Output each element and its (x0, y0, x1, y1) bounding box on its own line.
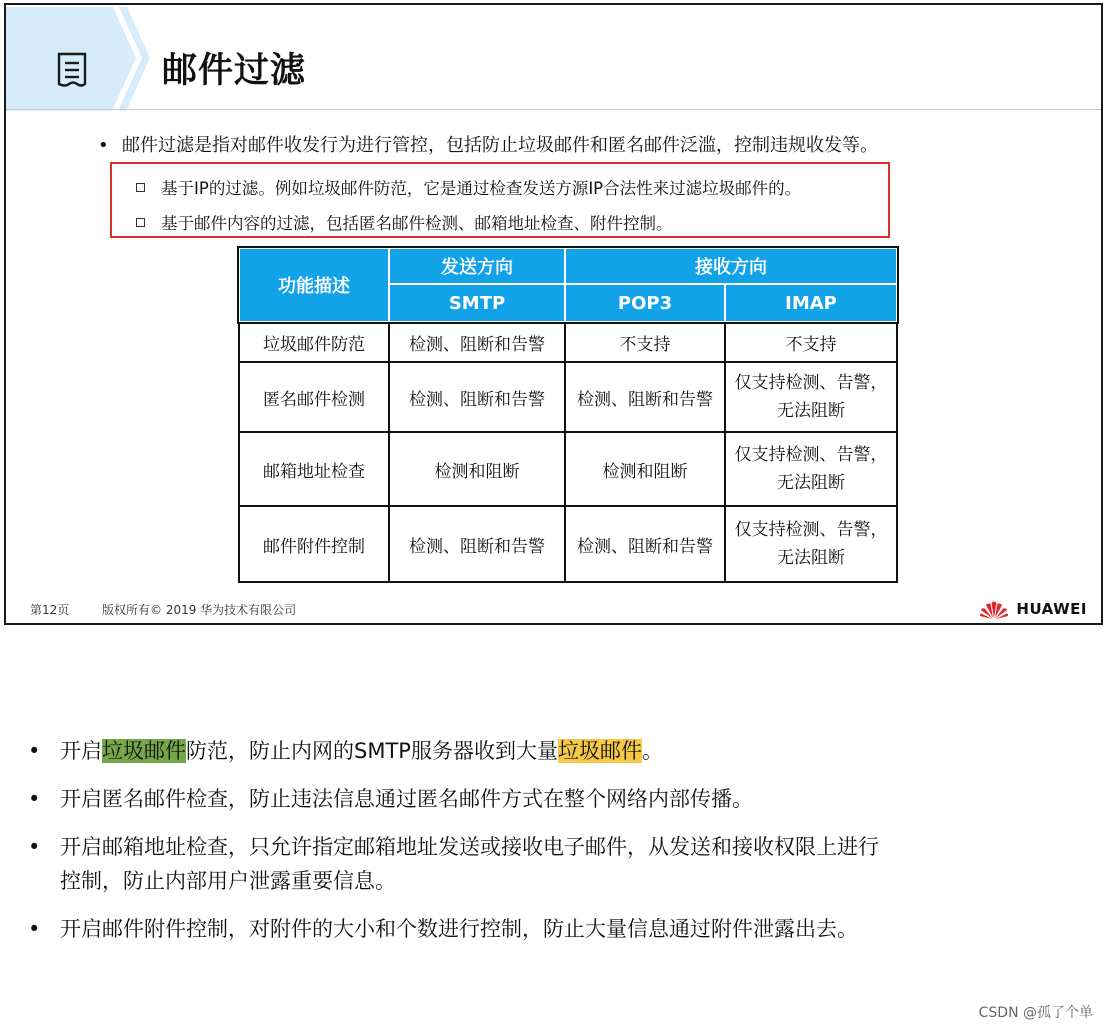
highlight-green: 垃圾邮件 (102, 739, 186, 763)
huawei-logo (978, 599, 1087, 619)
note-text: 防范，防止内网的SMTP服务器收到大量 (186, 739, 558, 763)
bullet-dot: • (28, 739, 41, 763)
cell-smtp: 检测、阻断和告警 (389, 322, 565, 362)
cell-imap (725, 432, 897, 506)
square-bullet-icon (136, 218, 145, 227)
header-function: 功能描述 (239, 248, 389, 322)
cell-imap-line: 无法阻断 (777, 473, 845, 493)
cell-imap-line: 仅支持检测、告警， (734, 373, 888, 393)
main-bullet-text: 邮件过滤是指对邮件收发行为进行管控，包括防止垃圾邮件和匿名邮件泛滥，控制违规收发等。 (122, 135, 878, 156)
csdn-credit: CSDN @孤了个单 (978, 1005, 1093, 1021)
slide (4, 3, 1103, 625)
row-name: 邮件附件控制 (239, 506, 389, 582)
slide-title: 邮件过滤 (162, 51, 307, 91)
cell-pop3: 检测和阻断 (565, 432, 725, 506)
notes-list (28, 734, 1088, 960)
header-protocol: POP3 (565, 284, 725, 322)
cell-imap-text: 不支持 (785, 334, 837, 355)
cell-smtp: 检测、阻断和告警 (389, 506, 565, 582)
cell-pop3: 检测、阻断和告警 (565, 506, 725, 582)
highlight-yellow: 垃圾邮件 (557, 739, 642, 763)
cell-imap-line: 无法阻断 (777, 548, 845, 568)
cell-imap (725, 322, 897, 362)
sub-bullet-text: 基于IP的过滤。例如垃圾邮件防范，它是通过检查发送方源IP合法性来过滤垃圾邮件的。 (161, 179, 802, 198)
header-send: 发送方向 (389, 248, 565, 284)
row-name: 邮箱地址检查 (239, 432, 389, 506)
square-bullet-icon (136, 183, 145, 192)
sub-bullet (136, 175, 801, 199)
cell-imap (725, 362, 897, 432)
cell-imap (725, 506, 897, 582)
sub-bullet-text: 基于邮件内容的过滤，包括匿名邮件检测、邮箱地址检查、附件控制。 (161, 214, 673, 233)
note-text: 开启邮件附件控制，对附件的大小和个数进行控制，防止大量信息通过附件泄露出去。 (60, 917, 858, 941)
list-item (28, 912, 1088, 946)
table-row (239, 506, 897, 582)
list-item (28, 830, 1088, 898)
cell-smtp: 检测和阻断 (389, 432, 565, 506)
copyright: 版权所有© 2019 华为技术有限公司 (102, 603, 297, 617)
huawei-flower-icon (978, 599, 1010, 619)
cell-imap-line: 仅支持检测、告警， (734, 445, 888, 465)
main-bullet (98, 131, 878, 157)
header-protocol: SMTP (389, 284, 565, 322)
cell-pop3: 不支持 (565, 322, 725, 362)
table-row (239, 362, 897, 432)
mail-filter-table (238, 247, 898, 583)
note-text-line: 开启邮箱地址检查，只允许指定邮箱地址发送或接收电子邮件，从发送和接收权限上进行 (60, 835, 879, 859)
cell-pop3: 检测、阻断和告警 (565, 362, 725, 432)
sub-bullet (136, 210, 673, 234)
table-row (239, 432, 897, 506)
brand-text: HUAWEI (1016, 600, 1087, 618)
note-text: 。 (641, 739, 663, 763)
list-item (28, 782, 1088, 816)
title-divider (6, 109, 1101, 110)
cell-smtp: 检测、阻断和告警 (389, 362, 565, 432)
row-name: 匿名邮件检测 (239, 362, 389, 432)
bullet-dot: • (98, 135, 109, 156)
page-number: 第12页 (30, 603, 70, 617)
title-band (6, 5, 1101, 111)
cell-imap-line: 无法阻断 (777, 401, 845, 421)
bullet-dot: • (28, 835, 41, 859)
note-text: 开启 (60, 739, 102, 763)
header-receive: 接收方向 (565, 248, 897, 284)
table-row (239, 322, 897, 362)
note-text: 开启匿名邮件检查，防止违法信息通过匿名邮件方式在整个网络内部传播。 (60, 787, 753, 811)
bullet-dot: • (28, 787, 41, 811)
header-protocol: IMAP (725, 284, 897, 322)
bullet-dot: • (28, 917, 41, 941)
cell-imap-line: 仅支持检测、告警， (734, 520, 888, 540)
list-item (28, 734, 1088, 768)
document-icon (56, 51, 88, 91)
note-text-line: 控制，防止内部用户泄露重要信息。 (60, 869, 396, 893)
row-name: 垃圾邮件防范 (239, 322, 389, 362)
